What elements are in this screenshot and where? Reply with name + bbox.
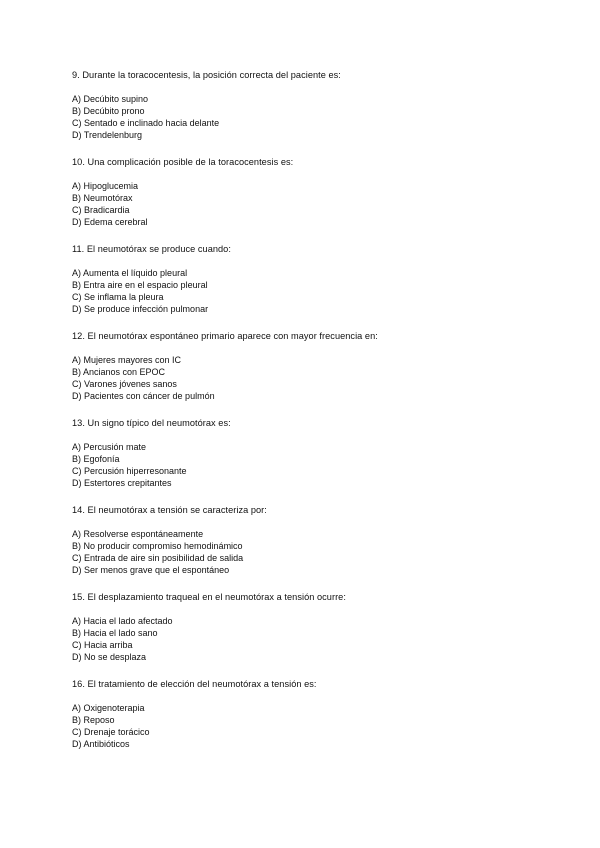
question-text: 14. El neumotórax a tensión se caracteriza por: bbox=[72, 505, 267, 515]
question-text: 9. Durante la toracocentesis, la posición correcta del paciente es: bbox=[72, 70, 341, 80]
option-a: A) Decúbito supino bbox=[72, 94, 149, 104]
option-d: D) No se desplaza bbox=[72, 652, 147, 662]
option-d: D) Pacientes con cáncer de pulmón bbox=[72, 391, 215, 401]
option-a: A) Mujeres mayores con IC bbox=[72, 355, 182, 365]
option-b: B) Ancianos con EPOC bbox=[72, 367, 166, 377]
option-b: B) No producir compromiso hemodinámico bbox=[72, 541, 243, 551]
option-list bbox=[72, 528, 542, 576]
option-list bbox=[72, 267, 542, 315]
option-c: C) Sentado e inclinado hacia delante bbox=[72, 118, 220, 128]
option-c: C) Entrada de aire sin posibilidad de salida bbox=[72, 553, 244, 563]
option-c: C) Bradicardia bbox=[72, 205, 130, 215]
option-list bbox=[72, 93, 542, 141]
option-b: B) Neumotórax bbox=[72, 193, 133, 203]
option-c: C) Drenaje torácico bbox=[72, 727, 150, 737]
option-d: D) Se produce infección pulmonar bbox=[72, 304, 209, 314]
option-c: C) Percusión hiperresonante bbox=[72, 466, 187, 476]
option-list bbox=[72, 180, 542, 228]
question-text: 11. El neumotórax se produce cuando: bbox=[72, 244, 231, 254]
question-text: 16. El tratamiento de elección del neumotórax a tensión es: bbox=[72, 679, 317, 689]
option-d: D) Edema cerebral bbox=[72, 217, 148, 227]
option-c: C) Varones jóvenes sanos bbox=[72, 379, 177, 389]
option-a: A) Hacia el lado afectado bbox=[72, 616, 173, 626]
option-a: A) Percusión mate bbox=[72, 442, 147, 452]
option-b: B) Entra aire en el espacio pleural bbox=[72, 280, 208, 290]
question-text: 10. Una complicación posible de la toracocentesis es: bbox=[72, 157, 294, 167]
option-b: B) Reposo bbox=[72, 715, 115, 725]
option-list bbox=[72, 702, 542, 750]
question-10 bbox=[72, 156, 542, 228]
option-a: A) Aumenta el líquido pleural bbox=[72, 268, 188, 278]
option-d: D) Estertores crepitantes bbox=[72, 478, 172, 488]
question-12 bbox=[72, 330, 542, 402]
question-text: 13. Un signo típico del neumotórax es: bbox=[72, 418, 231, 428]
option-a: A) Oxigenoterapia bbox=[72, 703, 145, 713]
option-a: A) Resolverse espontáneamente bbox=[72, 529, 204, 539]
option-list bbox=[72, 441, 542, 489]
option-d: D) Trendelenburg bbox=[72, 130, 143, 140]
question-16 bbox=[72, 678, 542, 750]
option-list bbox=[72, 615, 542, 663]
option-c: C) Hacia arriba bbox=[72, 640, 133, 650]
option-b: B) Egofonía bbox=[72, 454, 120, 464]
question-text: 12. El neumotórax espontáneo primario aparece con mayor frecuencia en: bbox=[72, 331, 378, 341]
question-15 bbox=[72, 591, 542, 663]
option-b: B) Decúbito prono bbox=[72, 106, 145, 116]
option-d: D) Antibióticos bbox=[72, 739, 130, 749]
option-c: C) Se inflama la pleura bbox=[72, 292, 164, 302]
question-11 bbox=[72, 243, 542, 315]
question-13 bbox=[72, 417, 542, 489]
question-text: 15. El desplazamiento traqueal en el neumotórax a tensión ocurre: bbox=[72, 592, 346, 602]
question-9 bbox=[72, 69, 542, 141]
option-b: B) Hacia el lado sano bbox=[72, 628, 158, 638]
option-a: A) Hipoglucemia bbox=[72, 181, 139, 191]
question-14 bbox=[72, 504, 542, 576]
question-list bbox=[72, 69, 542, 765]
option-list bbox=[72, 354, 542, 402]
option-d: D) Ser menos grave que el espontáneo bbox=[72, 565, 230, 575]
